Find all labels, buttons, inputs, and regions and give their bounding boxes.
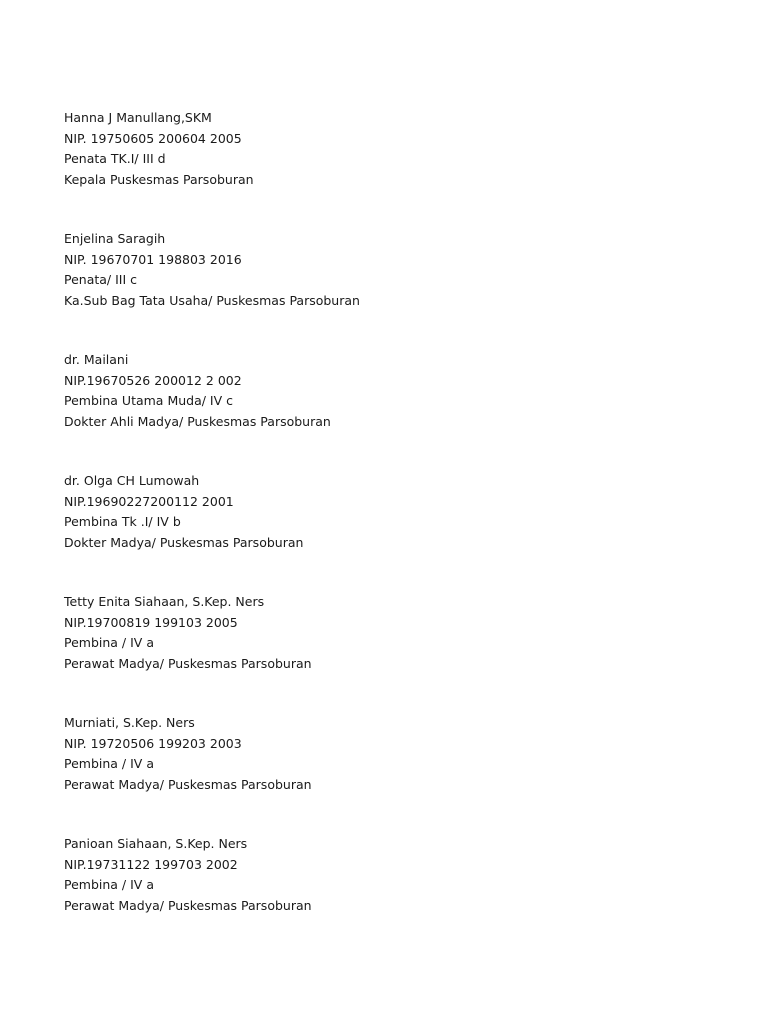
staff-entry (64, 350, 664, 432)
staff-name: dr. Olga CH Lumowah (64, 473, 200, 488)
staff-name: Hanna J Manullang,SKM (64, 110, 212, 125)
staff-rank: Penata TK.I/ III d (64, 151, 166, 166)
staff-name: Enjelina Saragih (64, 231, 166, 246)
staff-name: Panioan Siahaan, S.Kep. Ners (64, 836, 248, 851)
staff-rank: Pembina Tk .I/ IV b (64, 514, 181, 529)
staff-nip: NIP. 19720506 199203 2003 (64, 735, 242, 751)
staff-entry (64, 108, 664, 190)
staff-entry (64, 834, 664, 916)
staff-nip: NIP.19670526 200012 2 002 (64, 372, 242, 388)
staff-list (64, 108, 664, 955)
staff-name: Tetty Enita Siahaan, S.Kep. Ners (64, 594, 265, 609)
staff-name: dr. Mailani (64, 352, 129, 367)
staff-entry (64, 592, 664, 674)
staff-position: Perawat Madya/ Puskesmas Parsoburan (64, 776, 312, 792)
staff-entry (64, 713, 664, 795)
staff-nip: NIP. 19670701 198803 2016 (64, 251, 242, 267)
staff-rank: Penata/ III c (64, 272, 138, 287)
staff-name: Murniati, S.Kep. Ners (64, 715, 195, 730)
staff-nip: NIP. 19750605 200604 2005 (64, 130, 242, 146)
staff-rank: Pembina Utama Muda/ IV c (64, 393, 234, 408)
staff-entry (64, 471, 664, 553)
staff-nip: NIP.19690227200112 2001 (64, 493, 234, 509)
staff-nip: NIP.19700819 199103 2005 (64, 614, 238, 630)
staff-position: Ka.Sub Bag Tata Usaha/ Puskesmas Parsoburan (64, 292, 360, 308)
staff-position: Dokter Ahli Madya/ Puskesmas Parsoburan (64, 413, 331, 429)
staff-position: Dokter Madya/ Puskesmas Parsoburan (64, 534, 304, 550)
staff-position: Perawat Madya/ Puskesmas Parsoburan (64, 655, 312, 671)
staff-entry (64, 229, 664, 311)
staff-position: Kepala Puskesmas Parsoburan (64, 171, 254, 187)
staff-position: Perawat Madya/ Puskesmas Parsoburan (64, 897, 312, 913)
staff-rank: Pembina / IV a (64, 756, 154, 771)
staff-rank: Pembina / IV a (64, 635, 154, 650)
staff-rank: Pembina / IV a (64, 877, 154, 892)
staff-nip: NIP.19731122 199703 2002 (64, 856, 238, 872)
